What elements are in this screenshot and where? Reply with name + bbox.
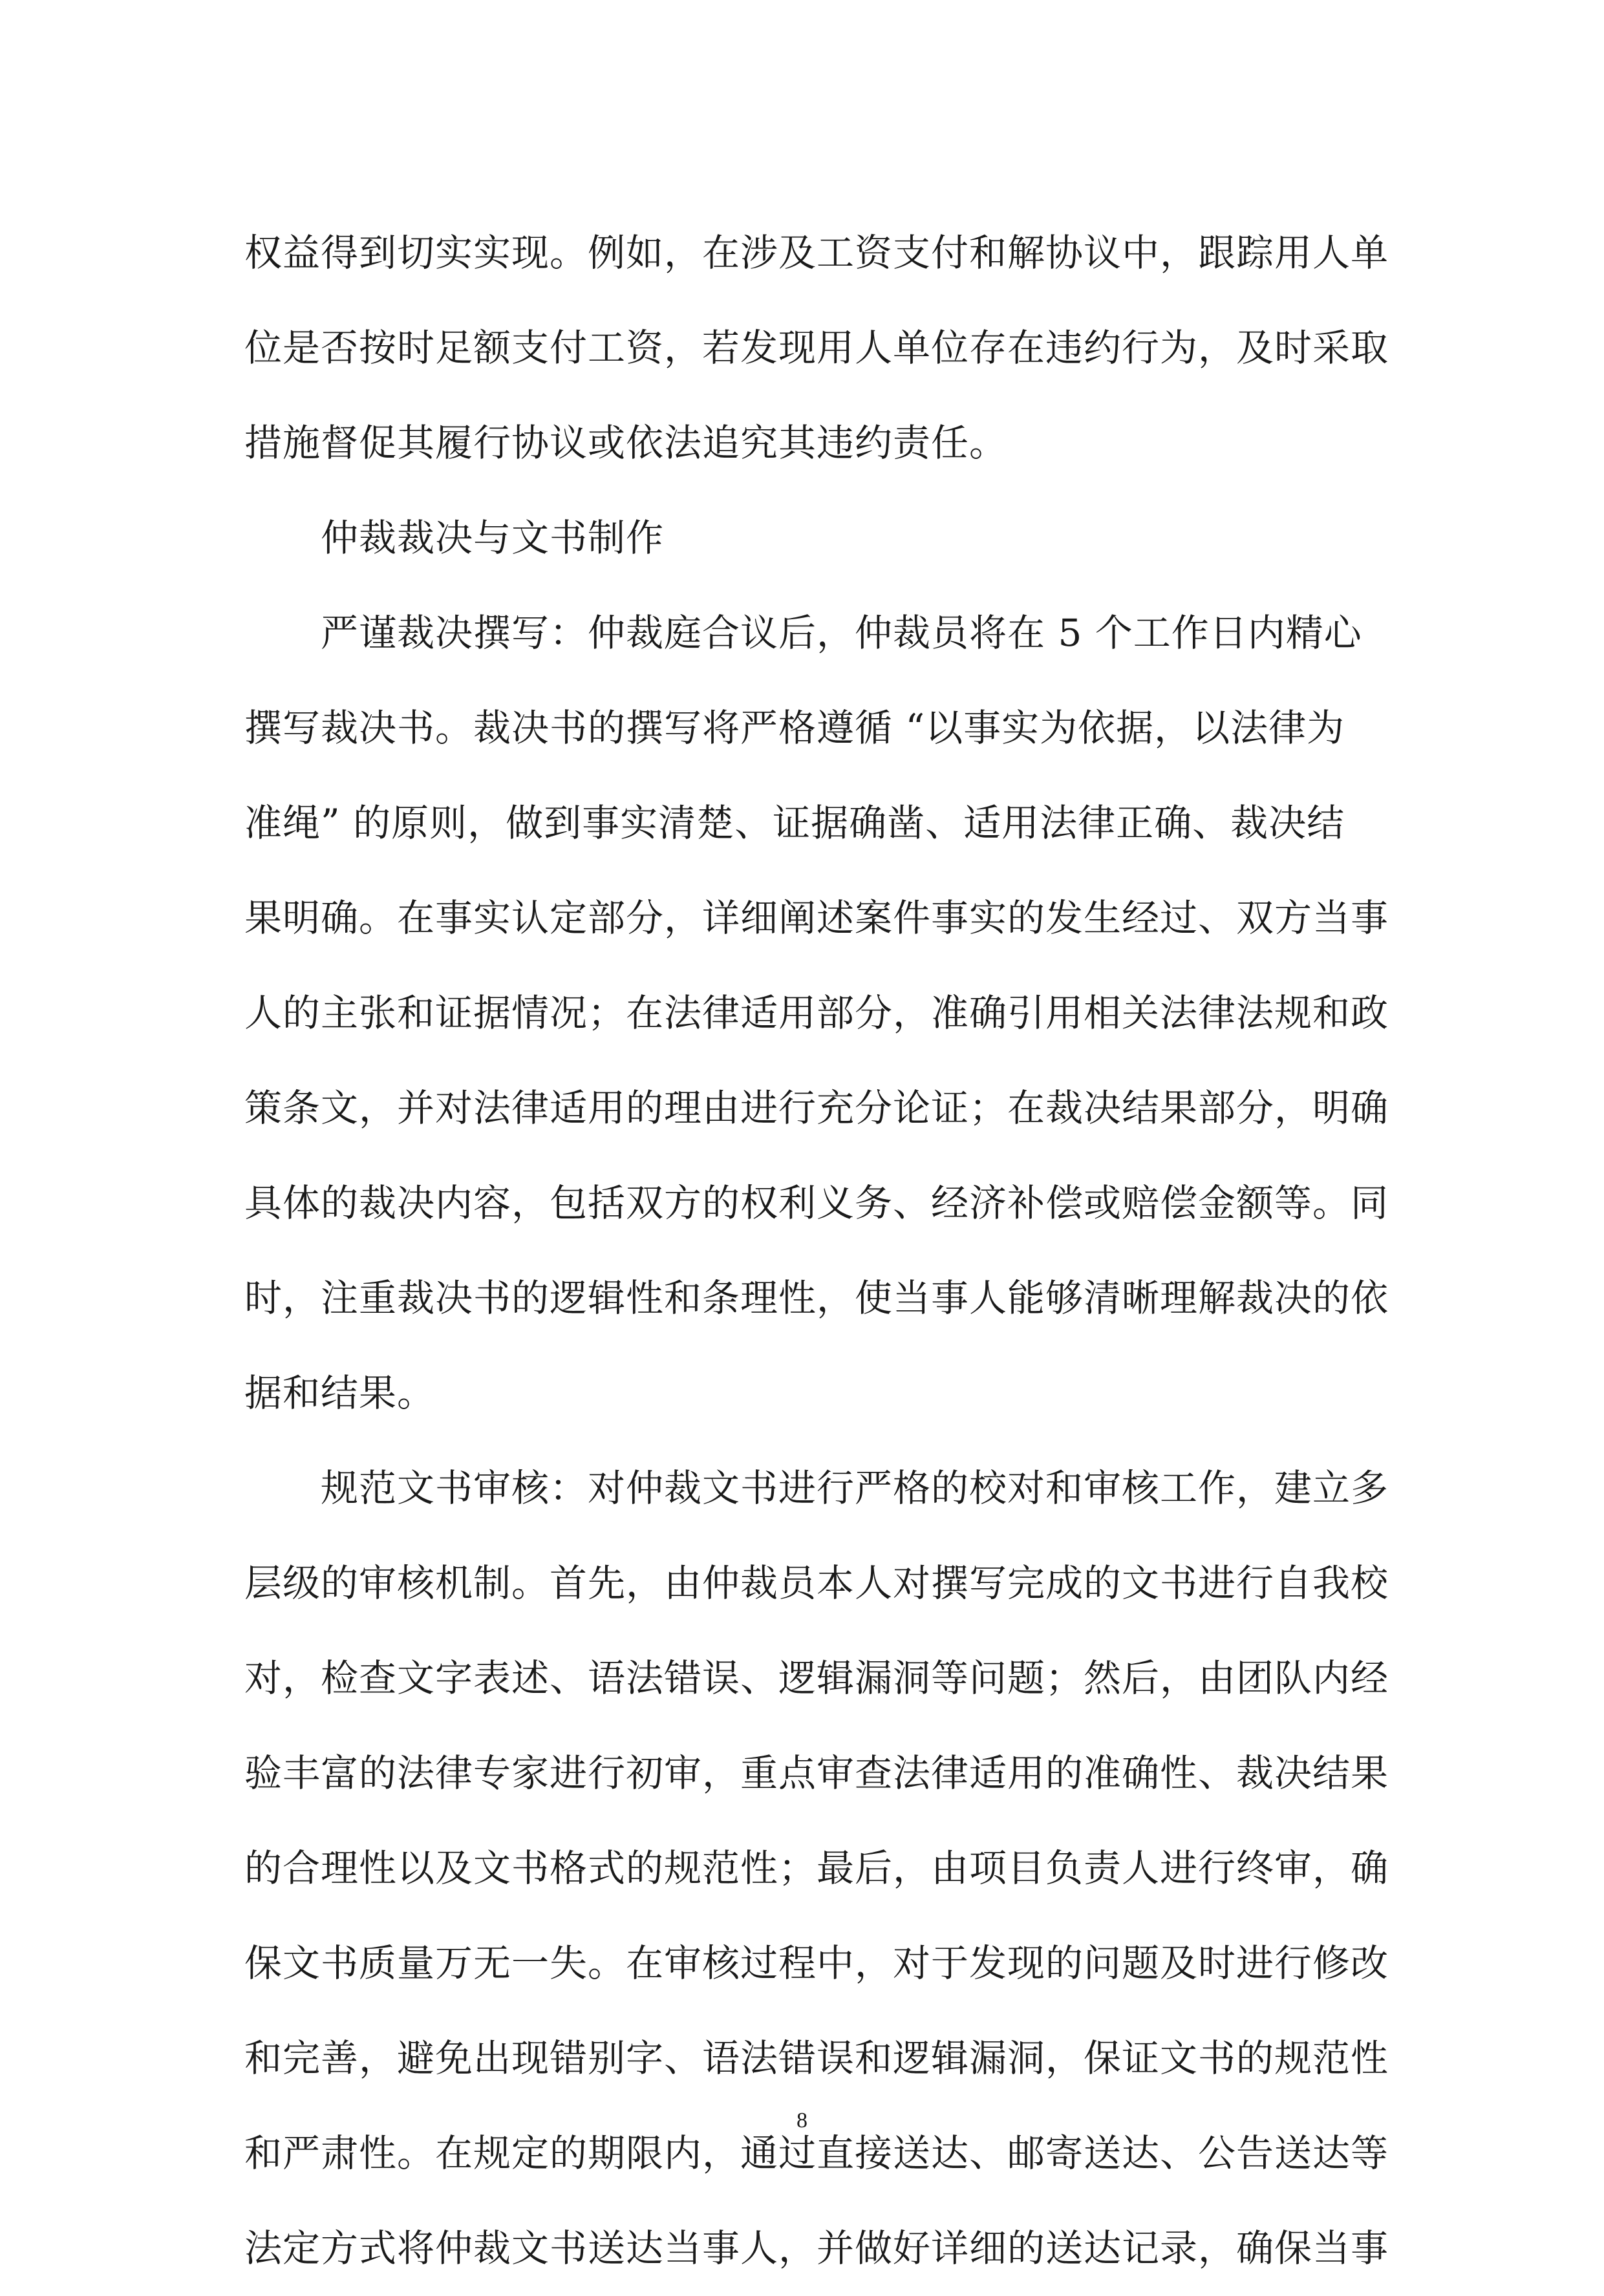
text-line: 和完善，避免出现错别字、语法错误和逻辑漏洞，保证文书的规范性: [244, 2036, 1389, 2080]
text-line: 策条文，并对法律适用的理由进行充分论证；在裁决结果部分，明确: [244, 1086, 1389, 1130]
text-line: 位是否按时足额支付工资，若发现用人单位存在违约行为，及时采取: [244, 326, 1389, 370]
text-line: 果明确。在事实认定部分，详细阐述案件事实的发生经过、双方当事: [244, 896, 1389, 940]
text-line: 对，检查文字表述、语法错误、逻辑漏洞等问题；然后，由团队内经: [244, 1656, 1389, 1700]
text-line: 层级的审核机制。首先，由仲裁员本人对撰写完成的文书进行自我校: [244, 1561, 1389, 1605]
text-line: 的合理性以及文书格式的规范性；最后，由项目负责人进行终审，确: [244, 1846, 1389, 1890]
text-line: 据和结果。: [244, 1371, 436, 1415]
text-line: 法定方式将仲裁文书送达当事人，并做好详细的送达记录，确保当事: [244, 2226, 1389, 2270]
text-line: 严谨裁决撰写：仲裁庭合议后，仲裁员将在 5 个工作日内精心: [321, 611, 1362, 655]
text-line: 具体的裁决内容，包括双方的权利义务、经济补偿或赔偿金额等。同: [244, 1181, 1389, 1225]
section-heading: 仲裁裁决与文书制作: [321, 516, 665, 560]
page-number: 8: [797, 2109, 807, 2132]
text-line: 规范文书审核：对仲裁文书进行严格的校对和审核工作，建立多: [321, 1466, 1389, 1510]
text-line: 验丰富的法律专家进行初审，重点审查法律适用的准确性、裁决结果: [244, 1751, 1389, 1795]
text-line: 时，注重裁决书的逻辑性和条理性，使当事人能够清晰理解裁决的依: [244, 1276, 1389, 1320]
body-text: [244, 206, 1389, 2296]
text-line: 措施督促其履行协议或依法追究其违约责任。: [244, 421, 1008, 465]
text-line: 权益得到切实实现。例如，在涉及工资支付和解协议中，跟踪用人单: [244, 231, 1389, 275]
text-line: 人的主张和证据情况；在法律适用部分，准确引用相关法律法规和政: [244, 991, 1389, 1035]
text-line: 和严肃性。在规定的期限内，通过直接送达、邮寄送达、公告送达等: [244, 2131, 1389, 2175]
text-line: 保文书质量万无一失。在审核过程中，对于发现的问题及时进行修改: [244, 1941, 1389, 1985]
text-line: 准绳” 的原则，做到事实清楚、证据确凿、适用法律正确、裁决结: [244, 801, 1345, 845]
text-line: 撰写裁决书。裁决书的撰写将严格遵循 “以事实为依据，以法律为: [244, 706, 1345, 750]
